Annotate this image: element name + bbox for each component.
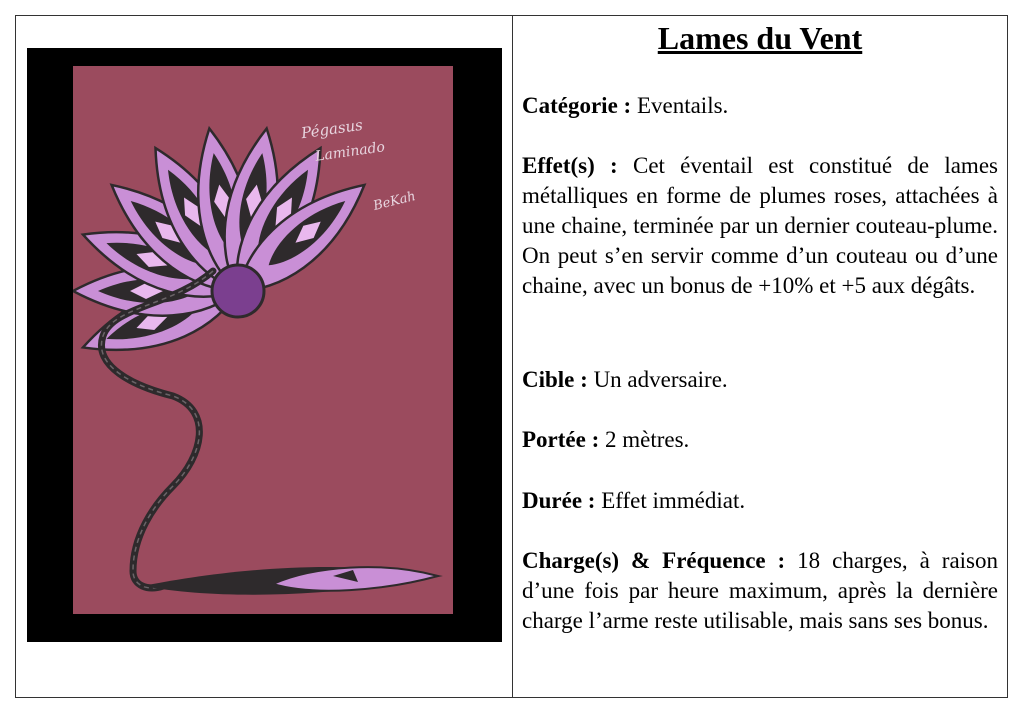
fan-blades-illustration <box>73 66 453 614</box>
section-label: Catégorie : <box>522 93 632 118</box>
section-text: 18 charges, à raison d’une fois par heure maximum, après la dernière charge l’arme reste utilisable, mais sans ses bonus. <box>522 548 998 633</box>
section-text: Un adversaire. <box>587 367 728 392</box>
description-column <box>522 18 998 633</box>
section-label: Charge(s) & Fréquence : <box>522 548 786 573</box>
section-label: Portée : <box>522 427 600 452</box>
section-label: Cible : <box>522 367 588 392</box>
fan-hub <box>212 265 264 317</box>
signature-text-1: Pégasus <box>300 115 364 143</box>
section-effects <box>522 151 998 301</box>
section-charges <box>522 546 998 636</box>
section-duration <box>522 486 998 516</box>
column-divider <box>512 15 513 698</box>
section-label: Effet(s) : <box>522 153 618 178</box>
section-text: Effet immédiat. <box>595 488 746 513</box>
section-text: Cet éventail est constitué de lames métalliques en forme de plumes roses, attachées à une chaine, terminée par un dernier couteau-plume. On peut s’en servir comme d’un couteau ou d’une chaine, avec un bonus de +10% et +5 aux dégâts. <box>522 153 998 298</box>
section-label: Durée : <box>522 488 596 513</box>
artwork-frame <box>27 48 502 642</box>
section-text: 2 mètres. <box>599 427 690 452</box>
end-knife <box>143 567 443 595</box>
artwork <box>73 66 453 614</box>
section-range <box>522 425 998 455</box>
section-text: Eventails. <box>631 93 729 118</box>
section-category <box>522 91 998 121</box>
item-title: Lames du Vent <box>657 20 863 56</box>
signature-text-2: Laminado <box>314 139 386 165</box>
section-target <box>522 365 998 395</box>
artist-signature: BeKah <box>371 189 418 214</box>
